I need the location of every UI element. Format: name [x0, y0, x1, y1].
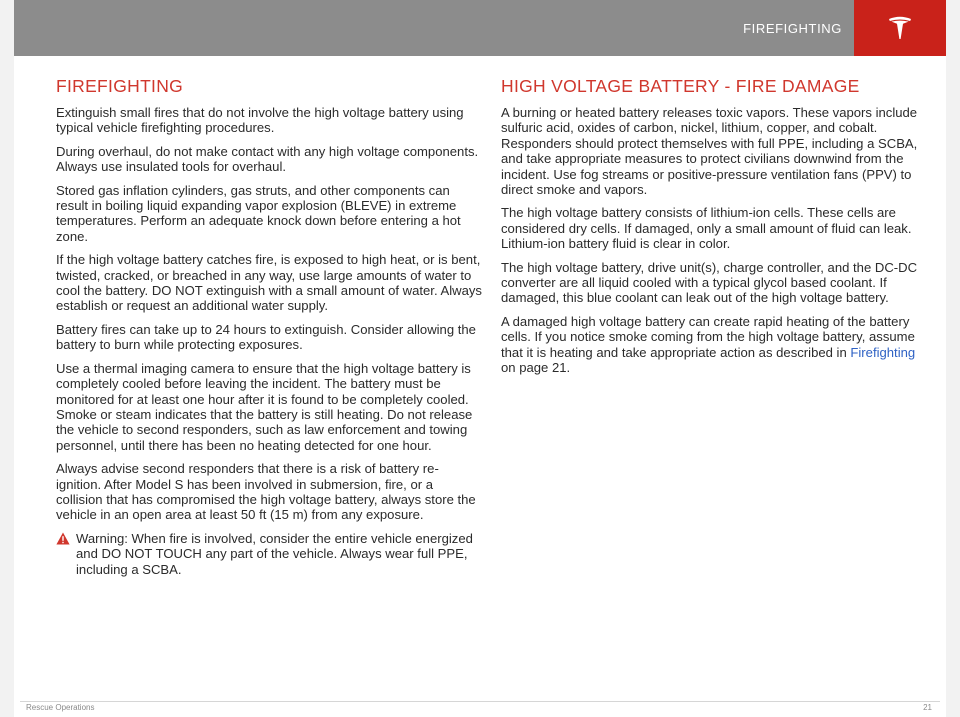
warning-triangle-icon: [56, 532, 70, 545]
paragraph: Extinguish small fires that do not involve the high voltage battery using typical vehicle firefighting procedures.: [56, 105, 464, 136]
footer-section-name: Rescue Operations: [26, 703, 95, 712]
paragraph: Battery fires can take up to 24 hours to extinguish. Consider allowing the battery to burn while protecting exposures.: [56, 321, 476, 353]
paragraph: The high voltage battery consists of lithium-ion cells. These cells are considered dry cells. If damaged, only a small amount of fluid can leak. Lithium-ion battery fluid is clear in color.: [501, 205, 912, 252]
section-title-battery-fire-damage: HIGH VOLTAGE BATTERY - FIRE DAMAGE: [501, 76, 860, 96]
paragraph-text: A damaged high voltage battery can create rapid heating of the battery cells. If you notice smoke coming from the high voltage battery, assume that it is heating and take appropriate action as described in: [501, 313, 915, 360]
paragraph: A burning or heated battery releases toxic vapors. These vapors include sulfuric acid, oxides of carbon, nickel, lithium, copper, and cobalt. Responders should protect themselves with full PPE, including a SCBA, and take appropriate measures to protect civilians downwind from the incident. Use fog streams or positive-pressure ventilation fans (PPV) to direct smoke and vapors.: [501, 105, 918, 198]
warning-note: [56, 531, 482, 577]
firefighting-link[interactable]: Firefighting: [850, 344, 916, 360]
brand-logo-box: [854, 0, 946, 56]
left-column: [56, 76, 482, 577]
paragraph: Always advise second responders that there is a risk of battery re-ignition. After Model S has been involved in submersion, fire, or a collision that has compromised the high voltage battery, always store the vehicle in an open area at least 50 ft (15 m) from any exposure.: [56, 461, 476, 523]
paragraph: Stored gas inflation cylinders, gas struts, and other components can result in boiling liquid expanding vapor explosion (BLEVE) in extreme temperatures. Perform an adequate knock down before entering a hot zone.: [56, 182, 461, 244]
header-bar: [14, 0, 946, 56]
right-column: [501, 76, 927, 384]
paragraph: During overhaul, do not make contact with any high voltage components. Always use insulated tools for overhaul.: [56, 143, 479, 175]
page-number: 21: [923, 703, 932, 712]
section-title-firefighting: FIREFIGHTING: [56, 76, 184, 96]
paragraph-text: on page 21.: [501, 360, 571, 376]
paragraph: [501, 314, 927, 376]
warning-text: Warning: When fire is involved, consider the entire vehicle energized and DO NOT TOUCH any part of the vehicle. Always wear full PPE, including a SCBA.: [76, 530, 473, 577]
paragraph: Use a thermal imaging camera to ensure that the high voltage battery is completely cooled before leaving the incident. The battery must be monitored for at least one hour after it is found to be completely cooled. Smoke or steam indicates that the battery is still heating. Do not release the vehicle to second responders, such as law enforcement and towing personnel, until there has been no heating detected for one hour.: [56, 360, 473, 453]
section-label: FIREFIGHTING: [743, 20, 842, 36]
footer-divider: [20, 701, 940, 702]
paragraph: If the high voltage battery catches fire, is exposed to high heat, or is bent, twisted, cracked, or breached in any way, use large amounts of water to cool the battery. DO NOT extinguish with a small amount of water. Always establish or request an additional water supply.: [56, 252, 482, 314]
paragraph: The high voltage battery, drive unit(s), charge controller, and the DC-DC converter are all liquid cooled with a typical glycol based coolant. If damaged, this blue coolant can leak out of the high voltage battery.: [501, 259, 918, 306]
document-page: [14, 0, 946, 717]
tesla-t-logo-icon: [887, 15, 913, 41]
